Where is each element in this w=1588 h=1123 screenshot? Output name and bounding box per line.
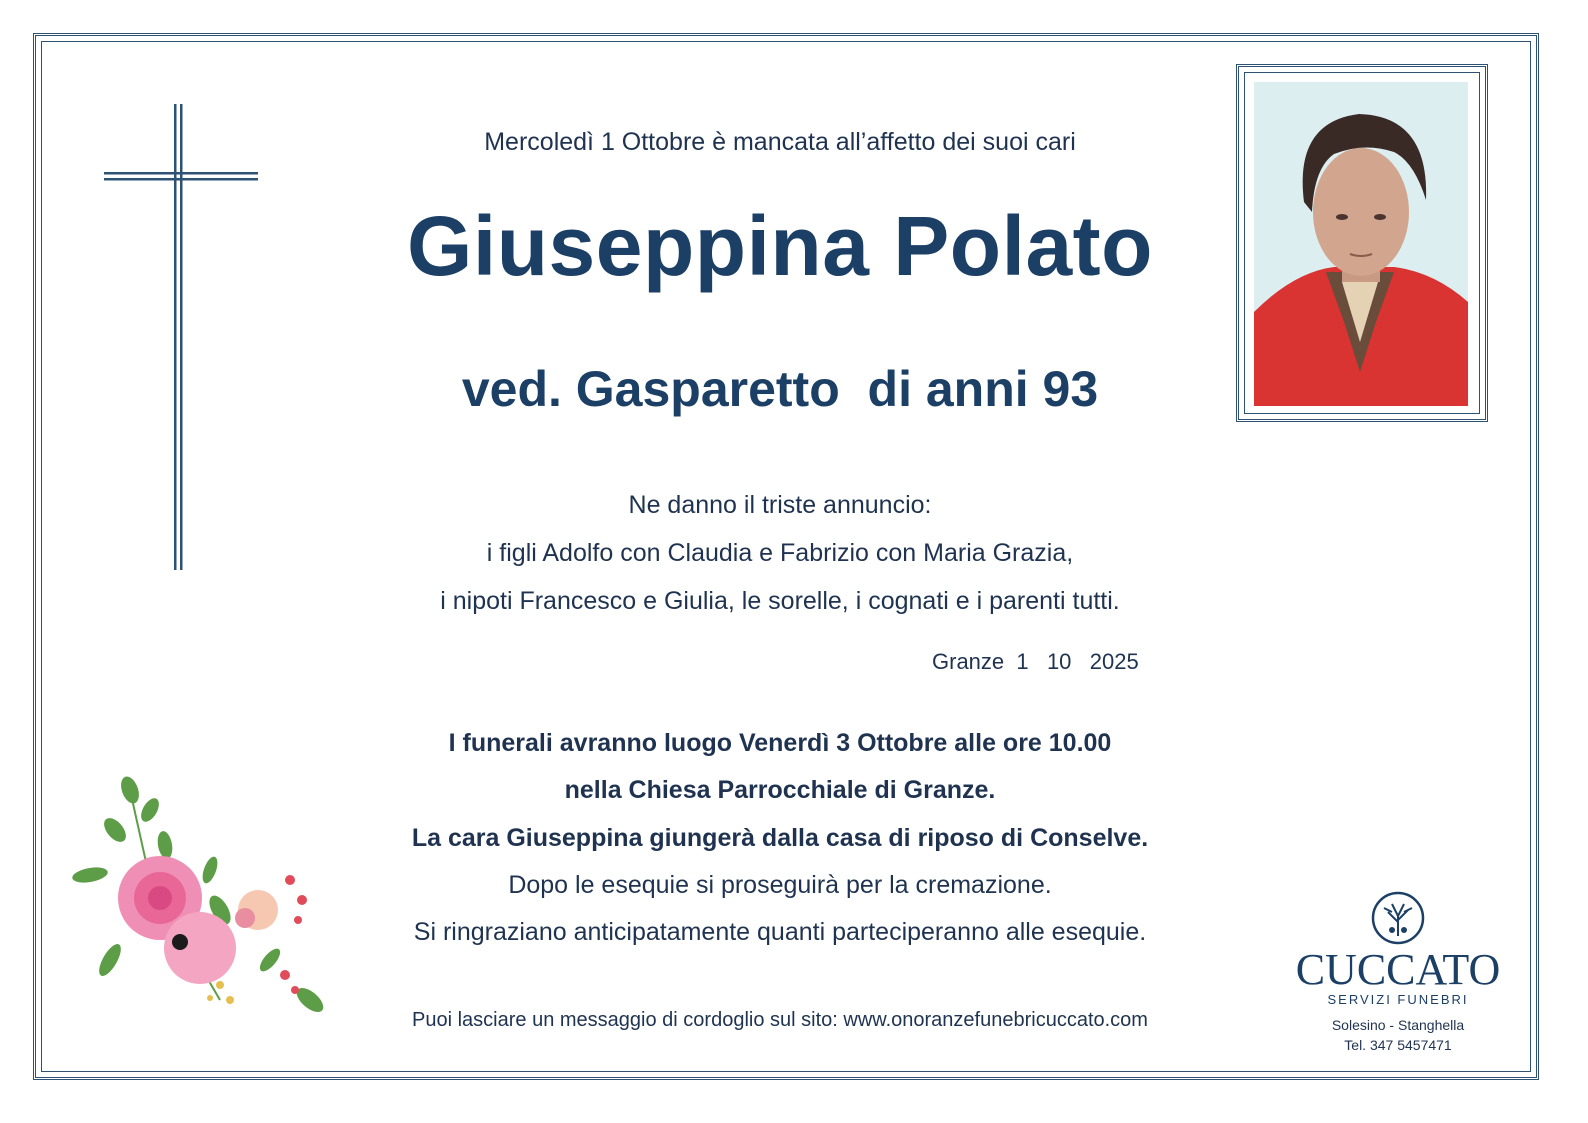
cross-icon xyxy=(104,104,260,574)
intro-line: Mercoledì 1 Ottobre è mancata all’affetto dei suoi cari xyxy=(484,128,1076,156)
funeral-line-4: Dopo le esequie si proseguirà per la cremazione. xyxy=(508,871,1052,899)
portrait-photo xyxy=(1254,82,1468,406)
flower-bouquet-icon xyxy=(70,770,330,1030)
mourners-line-2: i nipoti Francesco e Giulia, le sorelle, i cognati e i parenti tutti. xyxy=(440,587,1120,615)
condolence-message: Puoi lasciare un messaggio di cordoglio sul sito: www.onoranzefunebricuccato.com xyxy=(412,1009,1148,1031)
mourners-line-1: i figli Adolfo con Claudia e Fabrizio con Maria Grazia, xyxy=(486,539,1074,567)
deceased-subname: ved. Gasparetto di anni 93 xyxy=(461,361,1099,417)
place-date: Granze 1 10 2025 xyxy=(932,649,1139,674)
logo-location: Solesino - Stanghella xyxy=(1331,1017,1465,1033)
deceased-name: Giuseppina Polato xyxy=(407,199,1153,293)
funeral-line-3: La cara Giuseppina giungerà dalla casa di riposo di Conselve. xyxy=(411,824,1149,852)
logo-phone: Tel. 347 5457471 xyxy=(1344,1037,1452,1053)
funeral-line-2: nella Chiesa Parrocchiale di Granze. xyxy=(564,776,996,804)
logo-subtitle: SERVIZI FUNEBRI xyxy=(1327,992,1469,1007)
mourners-intro: Ne danno il triste annuncio: xyxy=(628,491,932,519)
tree-icon xyxy=(1370,890,1426,946)
funeral-line-5: Si ringraziano anticipatamente quanti parteciperanno alle esequie. xyxy=(413,918,1147,946)
funeral-line-1: I funerali avranno luogo Venerdì 3 Ottobre alle ore 10.00 xyxy=(448,729,1112,757)
logo-brand: CUCCATO xyxy=(1295,945,1501,994)
funeral-home-logo xyxy=(1280,890,1516,1053)
